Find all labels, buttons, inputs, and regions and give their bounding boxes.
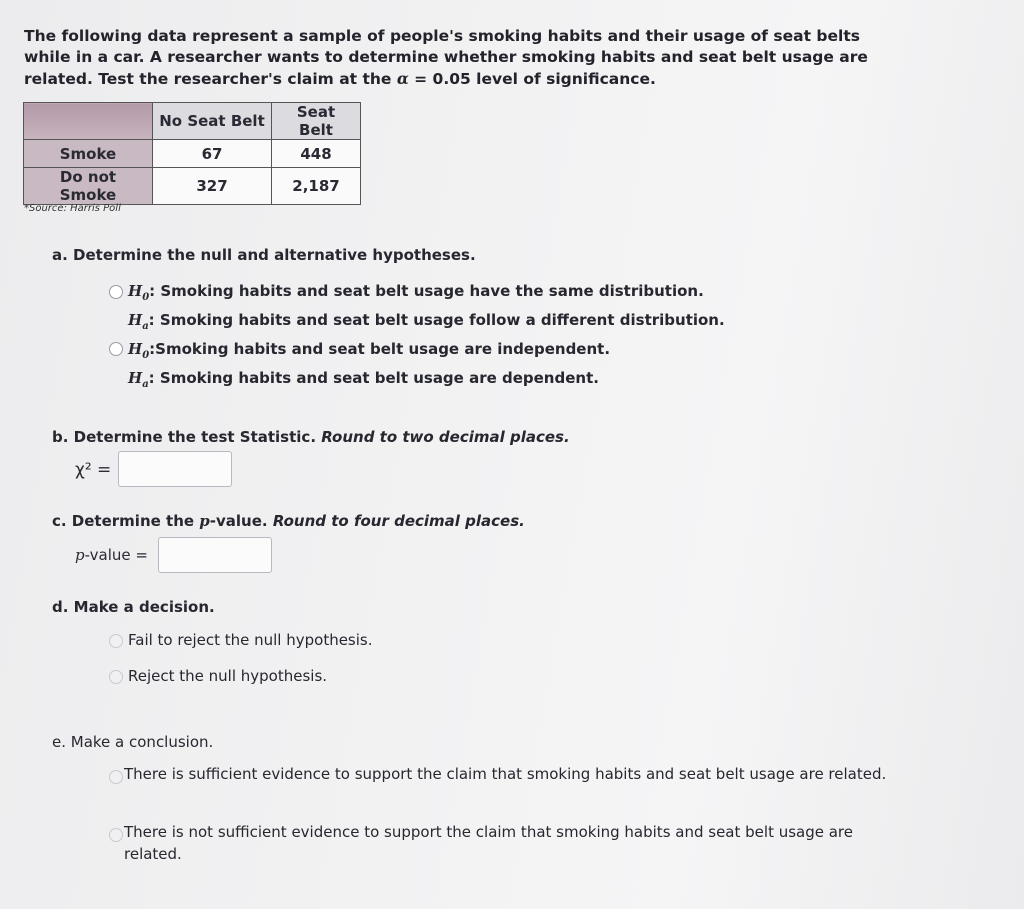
data-table — [23, 102, 361, 205]
p-value-input[interactable] — [158, 537, 272, 573]
row-header: Smoke — [24, 140, 153, 168]
hypothesis-option-1-radio[interactable] — [109, 285, 123, 299]
table-corner — [24, 103, 153, 140]
decision-option-2-radio[interactable] — [109, 670, 123, 684]
p-value-label: p-value = — [75, 546, 148, 564]
hypothesis-option-2[interactable]: $H_0:Smoking$ habits and seat belt usage are independent. $H_a$: Smoking habits and seat belt usage are dependent. — [128, 340, 611, 390]
table-cell: 2,187 — [272, 168, 361, 205]
table-row — [24, 168, 361, 205]
table-cell: 327 — [153, 168, 272, 205]
conclusion-option-2-radio[interactable] — [109, 828, 123, 842]
problem-statement: The following data represent a sample of people's smoking habits and their usage of seat belts while in a car. A researcher wants to determine whether smoking habits and seat belt usage are related. Test the researcher's claim at the α = 0.05 level of significance. — [24, 27, 868, 88]
part-a-prompt: a. Determine the null and alternative hypotheses. — [52, 246, 476, 264]
chi-square-label: χ² = — [75, 460, 112, 480]
part-d-prompt: d. Make a decision. — [52, 598, 215, 616]
conclusion-option-2[interactable]: There is not sufficient evidence to support the claim that smoking habits and seat belt usage are related. — [124, 823, 854, 863]
conclusion-option-1[interactable]: There is sufficient evidence to support the claim that smoking habits and seat belt usage are related. — [124, 765, 887, 783]
hypothesis-option-1[interactable]: $H_0$: Smoking habits and seat belt usage have the same distribution. $H_a$: Smoking habits and seat belt usage follow a different distribution. — [128, 282, 725, 332]
table-header-row — [24, 103, 361, 140]
conclusion-option-1-radio[interactable] — [109, 770, 123, 784]
chi-square-input[interactable] — [118, 451, 232, 487]
part-e-prompt: e. Make a conclusion. — [52, 733, 214, 751]
table-cell: 67 — [153, 140, 272, 168]
hypothesis-option-2-radio[interactable] — [109, 342, 123, 356]
part-c-prompt: c. Determine the p-value. Round to four decimal places. — [52, 512, 525, 530]
row-header: Do not Smoke — [24, 168, 153, 205]
alpha-symbol: α — [396, 69, 409, 88]
table-cell: 448 — [272, 140, 361, 168]
column-header: No Seat Belt — [153, 103, 272, 140]
table-row — [24, 140, 361, 168]
decision-option-1-radio[interactable] — [109, 634, 123, 648]
column-header: Seat Belt — [272, 103, 361, 140]
decision-option-2[interactable]: Reject the null hypothesis. — [128, 667, 328, 685]
part-b-prompt: b. Determine the test Statistic. Round to two decimal places. — [52, 428, 570, 446]
source-note: *Source: Harris Poll — [24, 203, 121, 214]
decision-option-1[interactable]: Fail to reject the null hypothesis. — [128, 631, 373, 649]
